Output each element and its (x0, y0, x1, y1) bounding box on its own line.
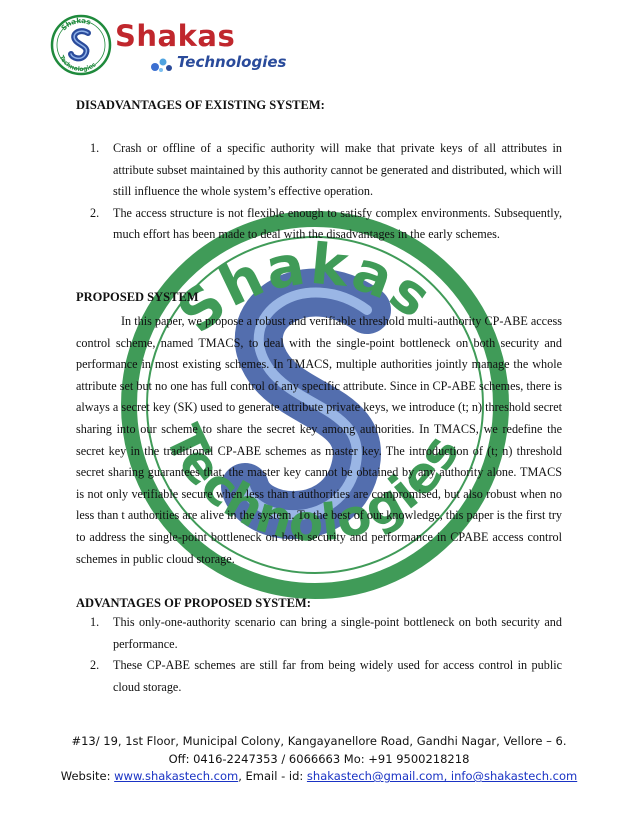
brand-name: Shakas (115, 19, 236, 53)
email-link[interactable]: shakastech@gmail.com, info@shakastech.com (306, 769, 578, 783)
footer-address: #13/ 19, 1st Floor, Municipal Colony, Kangayanellore Road, Gandhi Nagar, Vellore – 6. (71, 734, 567, 748)
list-item: 2. These CP-ABE schemes are still far from being widely used for access control in public cloud storage. (90, 658, 562, 694)
footer-contact: Website: www.shakastech.com, Email - id: shakastech@gmail.com, info@shakastech.com (60, 769, 578, 783)
svg-text:Technologies: Technologies (57, 54, 98, 74)
brand-subtitle: Technologies (177, 53, 287, 71)
list-item: 2. The access structure is not flexible enough to satisfy complex environments. Subsequently, much effort has been made to deal with the disadvantages in the early schemes. (90, 205, 562, 241)
list-item: 1. This only-one-authority scenario can bring a single-point bottleneck on both security and performance. (90, 615, 562, 651)
footer-phone: Off: 0416-2247353 / 6066663 Mo: +91 9500218218 (168, 751, 470, 766)
footer (0, 733, 638, 786)
disadvantages-list (76, 138, 562, 246)
advantages-heading: ADVANTAGES OF PROPOSED SYSTEM: (76, 596, 311, 610)
svg-text:Technologies: Technologies (153, 416, 472, 554)
svg-text:Shakas: Shakas (165, 231, 445, 347)
proposed-paragraph: In this paper, we propose a robust and verifiable threshold multi-authority CP-ABE access control scheme, named TMACS, to deal with the single-point bottleneck on both security and performance in most existing schemes. In TMACS, multiple authorities jointly manage the whole attribute set but no one has full control of any specific attribute. Since in CP-ABE schemes, there is always a secret key (SK) used to generate attribute private keys, we introduce (t; n) threshold secret sharing into our scheme to share the secret key among authorities. In TMACS, we redefine the secret key in the traditional CP-ABE schemes as master key. The introduction of (t; n) threshold secret sharing guarantees that, the master key cannot be obtained by any authority alone. TMACS is not only verifiable secure when less than t authorities are compromised, but also robust when no less than t authorities are alive in the system. To the best of our knowledge, this paper is the first try to address the single-point bottleneck on both security and performance in CPABE access control schemes in public cloud storage. (76, 314, 562, 566)
brand-dots-icon (149, 54, 175, 74)
proposed-heading: PROPOSED SYSTEM (76, 290, 199, 304)
website-link[interactable]: www.shakastech.com (114, 769, 239, 783)
advantages-list (76, 612, 562, 698)
brand-block (115, 19, 287, 78)
svg-text:Shakas: Shakas (59, 16, 92, 33)
disadvantages-heading: DISADVANTAGES OF EXISTING SYSTEM: (76, 98, 325, 112)
shakas-logo-icon (50, 14, 112, 76)
list-item: 1. Crash or offline of a specific authority will make that private keys of all attributes in attribute subset maintained by this authority cannot be generated and distributed, which will still influence the whole system’s effective operation. (90, 141, 562, 198)
